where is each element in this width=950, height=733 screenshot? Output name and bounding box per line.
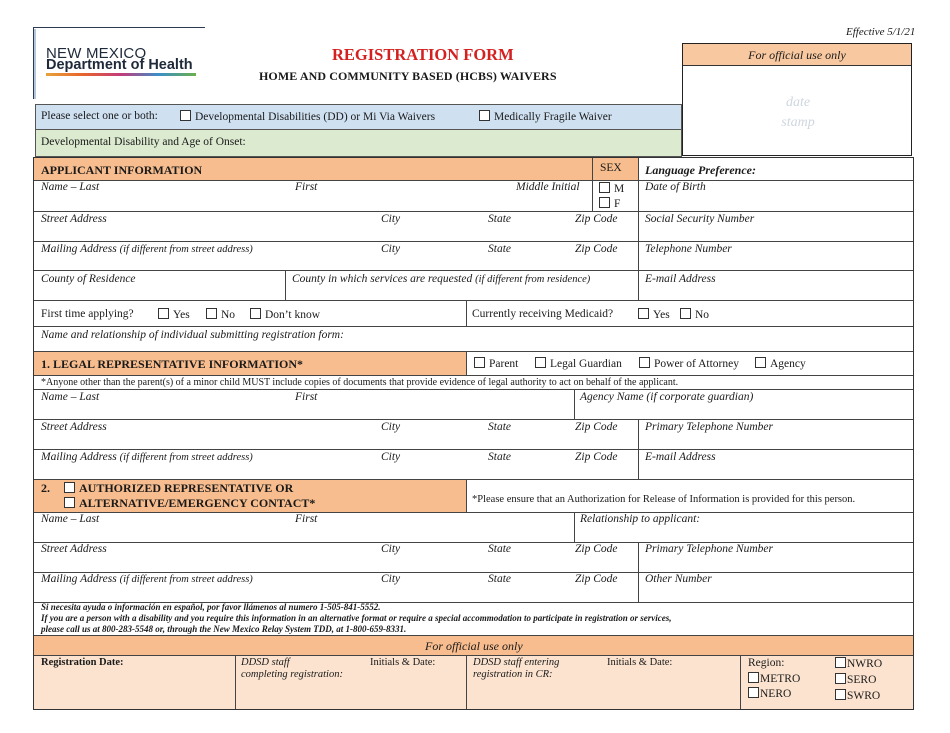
applicant-street[interactable]: Street Address bbox=[41, 213, 107, 225]
emergency-contact-label: ALTERNATIVE/EMERGENCY CONTACT* bbox=[79, 496, 316, 510]
first-time-no[interactable] bbox=[206, 308, 235, 321]
authorized-rep-label: AUTHORIZED REPRESENTATIVE OR bbox=[79, 481, 294, 495]
sex-f-label: F bbox=[614, 198, 621, 210]
ddsd-staff-label-2: completing registration: bbox=[241, 669, 343, 680]
applicant-middle[interactable]: Middle Initial bbox=[516, 181, 580, 193]
logo-color-bar bbox=[46, 73, 196, 76]
legal-name-last[interactable]: Name – Last bbox=[41, 391, 100, 403]
authorized-relationship[interactable]: Relationship to applicant: bbox=[580, 513, 701, 525]
legal-parent[interactable] bbox=[474, 357, 518, 370]
first-time-no-checkbox[interactable] bbox=[206, 308, 217, 319]
sex-m-checkbox[interactable] bbox=[599, 182, 610, 193]
authorized-note: *Please ensure that an Authorization for Release of Information is provided for this person. bbox=[472, 494, 856, 505]
region-metro[interactable] bbox=[748, 672, 800, 685]
legal-guardian[interactable] bbox=[535, 357, 622, 370]
sex-m-label: M bbox=[614, 183, 625, 195]
legal-zip[interactable]: Zip Code bbox=[575, 421, 618, 433]
logo-line-2: Department of Health bbox=[46, 57, 193, 73]
applicant-county-services[interactable] bbox=[292, 273, 590, 285]
legal-header: 1. LEGAL REPRESENTATIVE INFORMATION* bbox=[41, 357, 304, 371]
medicaid-label: Currently receiving Medicaid? bbox=[472, 308, 614, 320]
legal-mailing-note: (if different from street address) bbox=[119, 452, 253, 463]
guardian-label: Legal Guardian bbox=[550, 358, 622, 370]
authorized-city[interactable]: City bbox=[381, 543, 401, 555]
authorized-first[interactable]: First bbox=[295, 513, 318, 525]
applicant-dob[interactable]: Date of Birth bbox=[645, 181, 706, 193]
applicant-header: APPLICANT INFORMATION bbox=[41, 163, 203, 177]
applicant-email[interactable]: E-mail Address bbox=[645, 273, 716, 285]
first-time-yes[interactable] bbox=[158, 308, 190, 321]
authorized-name-last[interactable]: Name – Last bbox=[41, 513, 100, 525]
legal-mailing[interactable] bbox=[41, 451, 253, 463]
applicant-mailing[interactable] bbox=[41, 243, 253, 255]
authorized-mailing-city[interactable]: City bbox=[381, 573, 401, 585]
first-time-dont-know-checkbox[interactable] bbox=[250, 308, 261, 319]
mailing-label: Mailing Address bbox=[41, 243, 117, 255]
waiver-mf-option[interactable] bbox=[479, 110, 612, 123]
legal-note: *Anyone other than the parent(s) of a minor child MUST include copies of documents that provide evidence of legal authority to act on behalf of the applicant. bbox=[41, 377, 679, 388]
legal-city[interactable]: City bbox=[381, 421, 401, 433]
authorized-header-1[interactable] bbox=[64, 481, 293, 496]
first-time-label: First time applying? bbox=[41, 308, 134, 320]
legal-primary-phone[interactable]: Primary Telephone Number bbox=[645, 421, 773, 433]
metro-checkbox[interactable] bbox=[748, 672, 759, 683]
date-stamp-word-2: stamp bbox=[781, 115, 815, 130]
sero-checkbox[interactable] bbox=[835, 673, 846, 684]
legal-first[interactable]: First bbox=[295, 391, 318, 403]
first-time-yes-checkbox[interactable] bbox=[158, 308, 169, 319]
medicaid-no[interactable] bbox=[680, 308, 709, 321]
sex-header: SEX bbox=[600, 162, 622, 174]
first-time-dont-know[interactable] bbox=[250, 308, 320, 321]
applicant-mailing-zip[interactable]: Zip Code bbox=[575, 243, 618, 255]
legal-mailing-zip[interactable]: Zip Code bbox=[575, 451, 618, 463]
nero-checkbox[interactable] bbox=[748, 687, 759, 698]
authorized-num: 2. bbox=[41, 481, 50, 495]
language-preference[interactable]: Language Preference: bbox=[645, 163, 756, 177]
first-time-yes-label: Yes bbox=[173, 309, 190, 321]
date-stamp-area[interactable] bbox=[760, 93, 836, 133]
submitter-field[interactable]: Name and relationship of individual submitting registration form: bbox=[41, 329, 344, 341]
applicant-zip[interactable]: Zip Code bbox=[575, 213, 618, 225]
dd-checkbox[interactable] bbox=[180, 110, 191, 121]
emergency-contact-checkbox[interactable] bbox=[64, 497, 75, 508]
county-services-label: County in which services are requested bbox=[292, 273, 473, 285]
legal-agency-name[interactable]: Agency Name (if corporate guardian) bbox=[580, 391, 754, 403]
form-subtitle: HOME AND COMMUNITY BASED (HCBS) WAIVERS bbox=[259, 69, 557, 83]
legal-mailing-state[interactable]: State bbox=[488, 451, 511, 463]
onset-label: Developmental Disability and Age of Onset: bbox=[41, 136, 246, 148]
applicant-city[interactable]: City bbox=[381, 213, 401, 225]
waiver-prompt: Please select one or both: bbox=[41, 110, 158, 122]
agency-label: Agency bbox=[770, 358, 806, 370]
legal-poa[interactable] bbox=[639, 357, 739, 370]
legal-state[interactable]: State bbox=[488, 421, 511, 433]
applicant-name-last[interactable]: Name – Last bbox=[41, 181, 100, 193]
waiver-dd-option[interactable] bbox=[180, 110, 435, 123]
footer-official-header: For official use only bbox=[425, 639, 523, 653]
region-swro[interactable] bbox=[835, 689, 880, 702]
medicaid-yes-label: Yes bbox=[653, 309, 670, 321]
legal-street[interactable]: Street Address bbox=[41, 421, 107, 433]
dont-know-label: Don’t know bbox=[265, 309, 321, 321]
sex-f-checkbox[interactable] bbox=[599, 197, 610, 208]
authorized-zip[interactable]: Zip Code bbox=[575, 543, 618, 555]
first-time-no-label: No bbox=[221, 309, 236, 321]
swro-checkbox[interactable] bbox=[835, 689, 846, 700]
poa-label: Power of Attorney bbox=[654, 358, 739, 370]
dd-label: Developmental Disabilities (DD) or Mi Via Waivers bbox=[195, 111, 436, 123]
authorized-primary-phone[interactable]: Primary Telephone Number bbox=[645, 543, 773, 555]
parent-label: Parent bbox=[489, 358, 519, 370]
applicant-first[interactable]: First bbox=[295, 181, 318, 193]
authorized-state[interactable]: State bbox=[488, 543, 511, 555]
spanish-note: Si necesita ayuda o información en español, por favor llámenos al numero 1-505-841-5552. bbox=[41, 602, 381, 612]
applicant-state[interactable]: State bbox=[488, 213, 511, 225]
legal-agency[interactable] bbox=[755, 357, 806, 370]
agency-checkbox[interactable] bbox=[755, 357, 766, 368]
authorized-mailing-note: (if different from street address) bbox=[119, 574, 253, 585]
authorized-street[interactable]: Street Address bbox=[41, 543, 107, 555]
sex-f-option[interactable] bbox=[599, 197, 620, 210]
ddsd-cr-label-2: registration in CR: bbox=[473, 669, 553, 680]
sero-label: SERO bbox=[847, 674, 877, 686]
accessibility-note-1: If you are a person with a disability and you require this information in an alternative format or require a special accommodation to participate in registration or services, bbox=[41, 613, 672, 623]
logo-line-1: NEW MEXICO bbox=[46, 45, 147, 62]
date-stamp-word-1: date bbox=[785, 95, 811, 110]
authorized-mailing-label: Mailing Address bbox=[41, 573, 117, 585]
medicaid-no-label: No bbox=[695, 309, 710, 321]
authorized-header-2[interactable] bbox=[64, 496, 315, 511]
authorized-mailing-state[interactable]: State bbox=[488, 573, 511, 585]
region-nero[interactable] bbox=[748, 687, 791, 700]
authorized-other-number[interactable]: Other Number bbox=[645, 573, 712, 585]
legal-mailing-label: Mailing Address bbox=[41, 451, 117, 463]
medicaid-no-checkbox[interactable] bbox=[680, 308, 691, 319]
registration-date-label[interactable]: Registration Date: bbox=[41, 657, 124, 668]
medicaid-yes[interactable] bbox=[638, 308, 670, 321]
guardian-checkbox[interactable] bbox=[535, 357, 546, 368]
applicant-ssn[interactable]: Social Security Number bbox=[645, 213, 755, 225]
initials-date-1[interactable]: Initials & Date: bbox=[370, 657, 436, 668]
ddsd-cr-label-1[interactable]: DDSD staff entering bbox=[473, 657, 560, 668]
legal-mailing-city[interactable]: City bbox=[381, 451, 401, 463]
region-nwro[interactable] bbox=[835, 657, 882, 670]
region-label: Region: bbox=[748, 657, 785, 669]
swro-label: SWRO bbox=[847, 690, 881, 702]
county-services-note: (if different from residence) bbox=[475, 274, 591, 285]
authorized-mailing-zip[interactable]: Zip Code bbox=[575, 573, 618, 585]
initials-date-2[interactable]: Initials & Date: bbox=[607, 657, 673, 668]
mf-label: Medically Fragile Waiver bbox=[494, 111, 612, 123]
ddsd-staff-label-1[interactable]: DDSD staff bbox=[241, 657, 290, 668]
sex-m-option[interactable] bbox=[599, 182, 624, 195]
mf-checkbox[interactable] bbox=[479, 110, 490, 121]
nero-label: NERO bbox=[760, 688, 792, 700]
poa-checkbox[interactable] bbox=[639, 357, 650, 368]
nwro-label: NWRO bbox=[847, 658, 883, 670]
accessibility-note-2: please call us at 800-283-5548 or, through the New Mexico Relay System TDD, at 1-800-659-8331. bbox=[41, 624, 407, 634]
metro-label: METRO bbox=[760, 673, 801, 685]
nwro-checkbox[interactable] bbox=[835, 657, 846, 668]
authorized-mailing[interactable] bbox=[41, 573, 253, 585]
authorized-rep-checkbox[interactable] bbox=[64, 482, 75, 493]
applicant-phone[interactable]: Telephone Number bbox=[645, 243, 732, 255]
legal-email[interactable]: E-mail Address bbox=[645, 451, 716, 463]
medicaid-yes-checkbox[interactable] bbox=[638, 308, 649, 319]
applicant-mailing-city[interactable]: City bbox=[381, 243, 401, 255]
applicant-mailing-state[interactable]: State bbox=[488, 243, 511, 255]
region-sero[interactable] bbox=[835, 673, 876, 686]
applicant-county[interactable]: County of Residence bbox=[41, 273, 136, 285]
parent-checkbox[interactable] bbox=[474, 357, 485, 368]
form-title: REGISTRATION FORM bbox=[332, 45, 514, 64]
mailing-note: (if different from street address) bbox=[119, 244, 253, 255]
official-use-header: For official use only bbox=[683, 44, 911, 66]
effective-date: Effective 5/1/21 bbox=[846, 26, 916, 38]
